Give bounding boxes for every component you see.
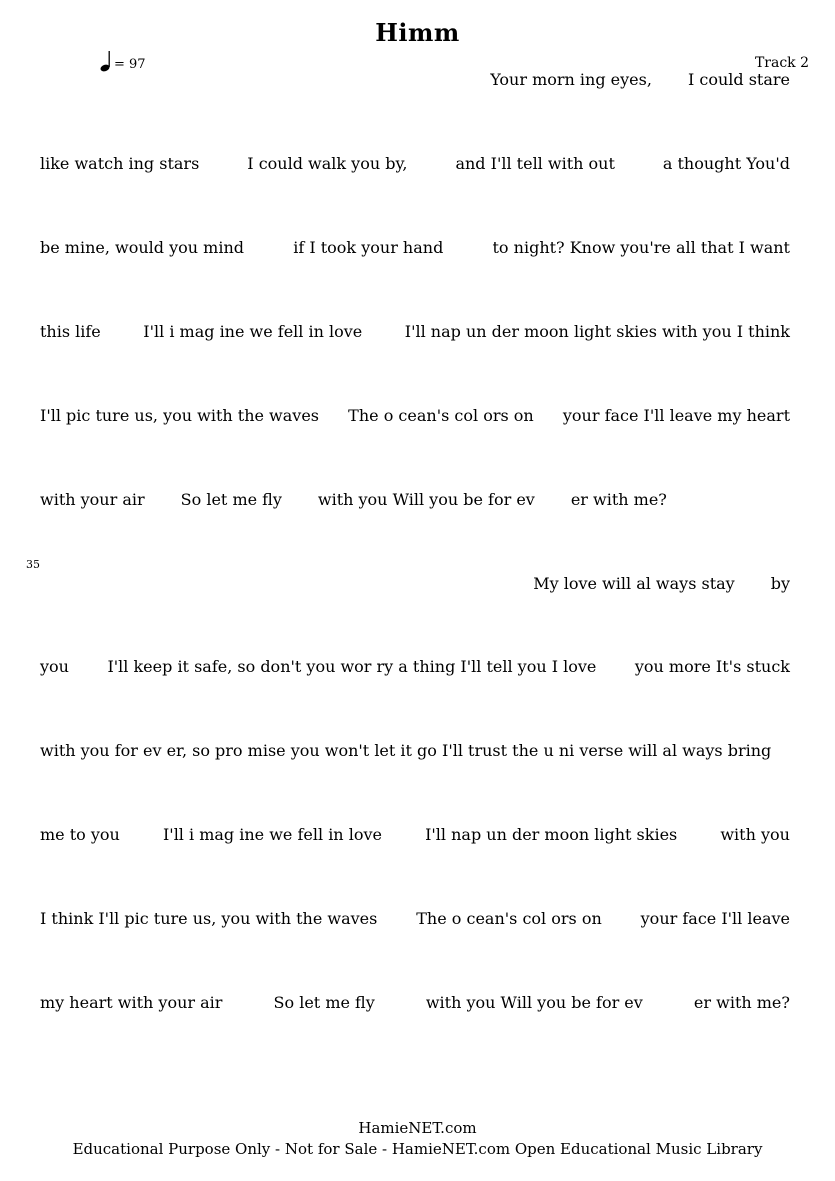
lyric-line: [40, 154, 790, 173]
measure-number: 35: [26, 558, 40, 571]
lyric-segment: My love will al ways stay: [533, 574, 735, 593]
lyric-segment: be mine, would you mind: [40, 238, 245, 257]
lyric-line: [40, 70, 790, 89]
lyric-segment: er with me?: [693, 993, 790, 1012]
lyric-segment: I think I'll pic ture us, you with the waves: [40, 909, 378, 928]
lyric-line: [40, 657, 790, 676]
lyric-segment: with you Will you be for ev: [425, 993, 643, 1012]
lyric-segment: The o cean's col ors on: [348, 406, 534, 425]
footer-notice: Educational Purpose Only - Not for Sale - HamieNET.com Open Educational Music Library: [72, 1140, 763, 1158]
lyric-segment: I'll i mag ine we fell in love: [162, 825, 382, 844]
lyric-segment: I'll i mag ine we fell in love: [143, 322, 363, 341]
tempo-marking: [100, 50, 146, 72]
lyric-line: [40, 993, 790, 1012]
lyric-segment: my heart with your air: [40, 993, 223, 1012]
lyric-segment: a thought You'd: [662, 154, 790, 173]
lyric-segment: to night? Know you're all that I want: [492, 238, 790, 257]
lyric-line: [40, 238, 790, 257]
lyric-segment: and I'll tell with out: [455, 154, 615, 173]
track-label: Track 2: [754, 55, 809, 71]
lyric-segment: your face I'll leave: [640, 909, 790, 928]
quarter-note-icon: [100, 50, 112, 72]
lyric-segment: your face I'll leave my heart: [562, 406, 790, 425]
lyric-segment: I'll pic ture us, you with the waves: [40, 406, 320, 425]
lyric-segment: I'll nap un der moon light skies with you I think: [404, 322, 790, 341]
lyric-segment: with you Will you be for ev: [317, 490, 535, 509]
lyric-segment: me to you: [40, 825, 120, 844]
lyric-segment: I could walk you by,: [247, 154, 408, 173]
lyric-segment: with your air: [40, 490, 145, 509]
lyric-segment: if I took your hand: [293, 238, 444, 257]
lyric-segment: by: [770, 574, 790, 593]
lyric-segment: The o cean's col ors on: [416, 909, 602, 928]
lyric-segment: this life: [40, 322, 101, 341]
lyric-line: [40, 825, 790, 844]
lyric-segment: I could stare: [687, 70, 790, 89]
lyric-segment: I'll keep it safe, so don't you wor ry a thing I'll tell you I love: [107, 657, 597, 676]
lyric-segment: with you for ev er, so pro mise you won't let it go I'll trust the u ni verse will al ways bring: [40, 741, 772, 760]
lyric-segment: I'll nap un der moon light skies: [425, 825, 678, 844]
lyric-line: [40, 322, 790, 341]
song-title: Himm: [375, 18, 460, 47]
lyric-segment: Your morn ing eyes,: [490, 70, 652, 89]
lyric-line: [40, 741, 790, 760]
footer-site: HamieNET.com: [358, 1119, 477, 1137]
lyric-segment: you more It's stuck: [634, 657, 790, 676]
tempo-value: = 97: [114, 57, 146, 72]
lyric-line: [40, 406, 790, 425]
lyric-segment: So let me fly: [273, 993, 375, 1012]
lyric-line: [40, 490, 790, 509]
lyric-segment: you: [40, 657, 69, 676]
lyric-line: [40, 574, 790, 593]
lyric-segment: with you: [720, 825, 790, 844]
lyric-segment: like watch ing stars: [40, 154, 200, 173]
lyric-line: [40, 909, 790, 928]
lyric-segment: So let me fly: [180, 490, 282, 509]
lyric-segment: er with me?: [570, 490, 667, 509]
